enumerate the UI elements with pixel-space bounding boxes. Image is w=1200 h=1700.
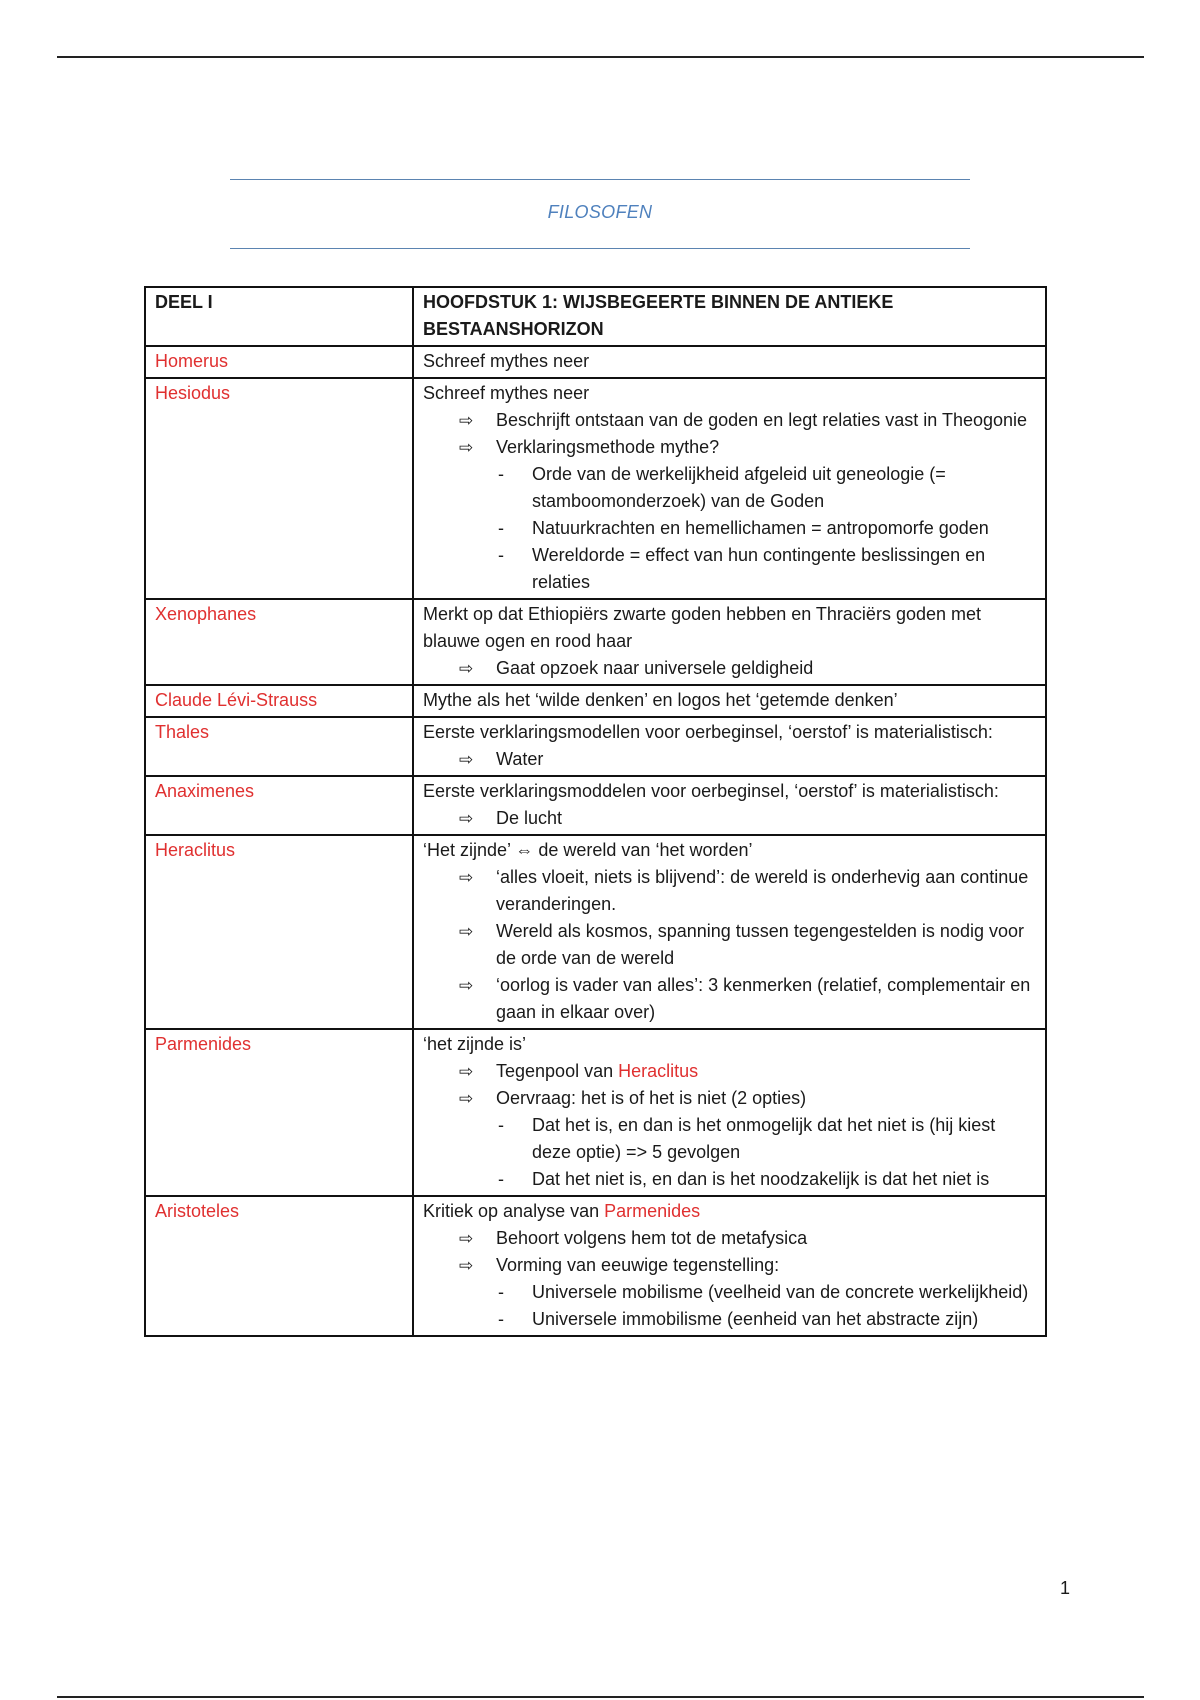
arrow-list bbox=[423, 655, 1037, 682]
arrow-list bbox=[423, 746, 1037, 773]
dash-list bbox=[496, 461, 1037, 596]
document-title: FILOSOFEN bbox=[547, 202, 653, 222]
arrow-list bbox=[423, 1225, 1037, 1333]
arrow-list bbox=[423, 407, 1037, 596]
description: Eerste verklaringsmodellen voor oerbeginsel, ‘oerstof’ is materialistisch: bbox=[423, 722, 993, 742]
description: ‘Het zijnde’ ⇔ de wereld van ‘het worden’ bbox=[423, 840, 753, 860]
page-top-rule bbox=[57, 56, 1144, 58]
table-row bbox=[145, 835, 1046, 1029]
philosopher-name: Aristoteles bbox=[145, 1196, 413, 1336]
table-row bbox=[145, 717, 1046, 776]
arrow-list bbox=[423, 1058, 1037, 1193]
arrow-item: ⇨ ‘oorlog is vader van alles’: 3 kenmerken (relatief, complementair en gaan in elkaar over) bbox=[459, 972, 1037, 1026]
dash-item: - Dat het is, en dan is het onmogelijk dat het niet is (hij kiest deze optie) => 5 gevolgen bbox=[496, 1112, 1037, 1166]
table-row bbox=[145, 776, 1046, 835]
table-row bbox=[145, 1029, 1046, 1196]
philosopher-name: Thales bbox=[145, 717, 413, 776]
description-cell bbox=[413, 835, 1046, 1029]
table-row bbox=[145, 685, 1046, 717]
philosopher-reference: Heraclitus bbox=[618, 1061, 699, 1081]
dash-item: - Natuurkrachten en hemellichamen = antropomorfe goden bbox=[496, 515, 1037, 542]
title-bottom-line bbox=[230, 248, 970, 249]
dash-item: - Orde van de werkelijkheid afgeleid uit geneologie (= stamboomonderzoek) van de Goden bbox=[496, 461, 1037, 515]
description-cell bbox=[413, 599, 1046, 685]
part-heading: DEEL I bbox=[145, 287, 413, 346]
arrow-item bbox=[459, 1085, 1037, 1193]
dash-item: - Universele immobilisme (eenheid van het abstracte zijn) bbox=[496, 1306, 1037, 1333]
description-cell bbox=[413, 776, 1046, 835]
description-text: Kritiek op analyse van bbox=[423, 1201, 605, 1221]
arrow-item: ⇨ Beschrijft ontstaan van de goden en legt relaties vast in Theogonie bbox=[459, 407, 1037, 434]
description-cell bbox=[413, 1029, 1046, 1196]
dash-list bbox=[496, 1112, 1037, 1193]
table-row bbox=[145, 346, 1046, 378]
description: Mythe als het ‘wilde denken’ en logos het ‘getemde denken’ bbox=[413, 685, 1046, 717]
arrow-item: ⇨ Behoort volgens hem tot de metafysica bbox=[459, 1225, 1037, 1252]
description: Schreef mythes neer bbox=[413, 346, 1046, 378]
philosopher-name: Anaximenes bbox=[145, 776, 413, 835]
arrow-item: ⇨ ‘alles vloeit, niets is blijvend’: de wereld is onderhevig aan continue veranderingen. bbox=[459, 864, 1037, 918]
philosopher-name: Homerus bbox=[145, 346, 413, 378]
arrow-list bbox=[423, 805, 1037, 832]
arrow-item: ⇨ Wereld als kosmos, spanning tussen tegengestelden is nodig voor de orde van de wereld bbox=[459, 918, 1037, 972]
table-row bbox=[145, 1196, 1046, 1336]
philosopher-reference: Parmenides bbox=[604, 1201, 701, 1221]
philosopher-name: Heraclitus bbox=[145, 835, 413, 1029]
arrow-item: ⇨ De lucht bbox=[459, 805, 1037, 832]
arrow-item-text: Tegenpool van bbox=[496, 1061, 619, 1081]
arrow-item bbox=[459, 434, 1037, 596]
description: Schreef mythes neer bbox=[423, 383, 590, 403]
philosopher-name: Parmenides bbox=[145, 1029, 413, 1196]
description: Eerste verklaringsmoddelen voor oerbeginsel, ‘oerstof’ is materialistisch: bbox=[423, 781, 999, 801]
table-header-row bbox=[145, 287, 1046, 346]
arrow-item-text: Vorming van eeuwige tegenstelling: bbox=[496, 1255, 780, 1275]
arrow-item: ⇨ Gaat opzoek naar universele geldigheid bbox=[459, 655, 1037, 682]
description-cell bbox=[413, 378, 1046, 599]
dash-item: - Wereldorde = effect van hun contingente beslissingen en relaties bbox=[496, 542, 1037, 596]
arrow-item bbox=[459, 1058, 1037, 1085]
arrow-item bbox=[459, 1252, 1037, 1333]
philosopher-name: Hesiodus bbox=[145, 378, 413, 599]
table-row bbox=[145, 599, 1046, 685]
page-bottom-rule bbox=[57, 1696, 1144, 1698]
arrow-list bbox=[423, 864, 1037, 1026]
arrow-item: ⇨ Water bbox=[459, 746, 1037, 773]
philosopher-name: Xenophanes bbox=[145, 599, 413, 685]
philosopher-name: Claude Lévi-Strauss bbox=[145, 685, 413, 717]
page-number: 1 bbox=[1059, 1578, 1070, 1598]
dash-item: - Dat het niet is, en dan is het noodzakelijk is dat het niet is bbox=[496, 1166, 1037, 1193]
table-row bbox=[145, 378, 1046, 599]
description-cell bbox=[413, 1196, 1046, 1336]
philosophers-table bbox=[144, 286, 1047, 1337]
title-top-line bbox=[230, 179, 970, 180]
description bbox=[423, 1198, 1037, 1225]
arrow-item-text: Oervraag: het is of het is niet (2 opties) bbox=[496, 1088, 807, 1108]
dash-item: - Universele mobilisme (veelheid van de concrete werkelijkheid) bbox=[496, 1279, 1037, 1306]
chapter-heading: HOOFDSTUK 1: WIJSBEGEERTE BINNEN DE ANTIEKE BESTAANSHORIZON bbox=[413, 287, 1046, 346]
arrow-item-text: Verklaringsmethode mythe? bbox=[496, 437, 720, 457]
description: Merkt op dat Ethiopiërs zwarte goden hebben en Thraciërs goden met blauwe ogen en rood haar bbox=[423, 604, 981, 651]
description-cell bbox=[413, 717, 1046, 776]
dash-list bbox=[496, 1279, 1037, 1333]
description: ‘het zijnde is’ bbox=[423, 1034, 527, 1054]
